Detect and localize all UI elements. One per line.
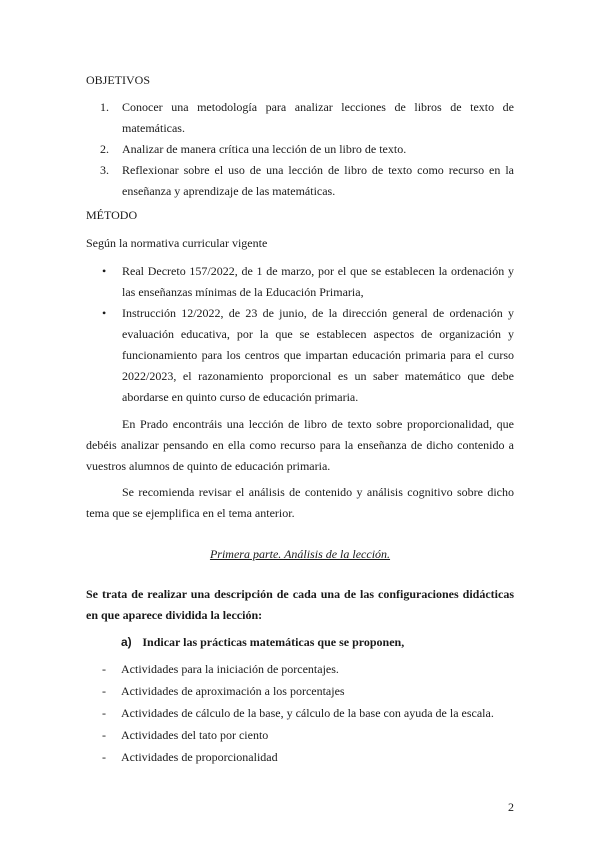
list-item: [86, 725, 514, 747]
metodo-intro: Según la normativa curricular vigente: [86, 236, 268, 250]
page-number: 2: [508, 800, 514, 814]
list-item: [86, 681, 514, 703]
item-text: Instrucción 12/2022, de 23 de junio, de la dirección general de ordenación y evaluación educativa, por la que se establecen aspectos de organización y funcionamiento para los centros que impartan educación primaria para el curso 2022/2023, el razonamiento proporcional es un saber matemático que debe abordarse en quinto curso de educación primaria.: [122, 306, 514, 404]
dash-icon: -: [102, 662, 106, 676]
dash-icon: -: [102, 706, 106, 720]
item-text: Reflexionar sobre el uso de una lección de libro de texto como recurso en la enseñanza y aprendizaje de las matemáticas.: [122, 163, 514, 198]
item-text: Actividades de proporcionalidad: [121, 750, 278, 764]
instruction-text: Se trata de realizar una descripción de cada una de las configuraciones didácticas en que aparece dividida la lección:: [86, 587, 514, 622]
subheading-text: Indicar las prácticas matemáticas que se proponen,: [142, 635, 405, 649]
section-title: Primera parte. Análisis de la lección.: [209, 547, 391, 561]
list-item: [86, 703, 514, 725]
dash-icon: -: [102, 750, 106, 764]
item-text: Analizar de manera crítica una lección de un libro de texto.: [122, 142, 407, 156]
metodo-heading: MÉTODO: [86, 208, 138, 222]
bullet-icon: •: [102, 264, 107, 278]
list-item: [86, 747, 514, 769]
item-number: 3.: [100, 163, 109, 177]
normativa-list: [86, 261, 514, 408]
dash-icon: -: [102, 728, 106, 742]
item-text: Actividades de cálculo de la base, y cálculo de la base con ayuda de la escala.: [121, 706, 494, 720]
subheading-a: [121, 632, 404, 653]
list-item: [86, 160, 514, 202]
list-item: [86, 659, 514, 681]
item-text: Actividades de aproximación a los porcentajes: [121, 684, 345, 698]
actividades-list: [86, 659, 514, 769]
subheading-letter: a): [121, 635, 132, 649]
dash-icon: -: [102, 684, 106, 698]
item-text: Actividades para la iniciación de porcentajes.: [121, 662, 339, 676]
objetivos-heading: OBJETIVOS: [86, 73, 151, 87]
list-item: [86, 97, 514, 139]
list-item: [86, 261, 514, 303]
item-number: 2.: [100, 142, 109, 156]
item-text: Actividades del tato por ciento: [121, 728, 269, 742]
item-text: Real Decreto 157/2022, de 1 de marzo, por el que se establecen la ordenación y las enseñanzas mínimas de la Educación Primaria,: [122, 264, 514, 299]
objetivos-list: [86, 97, 514, 202]
item-text: Conocer una metodología para analizar lecciones de libros de texto de matemáticas.: [122, 100, 514, 135]
list-item: [86, 139, 514, 160]
list-item: [86, 303, 514, 408]
paragraph-recomendacion: Se recomienda revisar el análisis de contenido y análisis cognitivo sobre dicho tema que se ejemplifica en el tema anterior.: [86, 485, 514, 520]
paragraph-prado: En Prado encontráis una lección de libro de texto sobre proporcionalidad, que debéis analizar pensando en ella como recurso para la enseñanza de dicho contenido a vuestros alumnos de quinto de educación primaria.: [86, 417, 514, 473]
bullet-icon: •: [102, 306, 107, 320]
item-number: 1.: [100, 100, 109, 114]
